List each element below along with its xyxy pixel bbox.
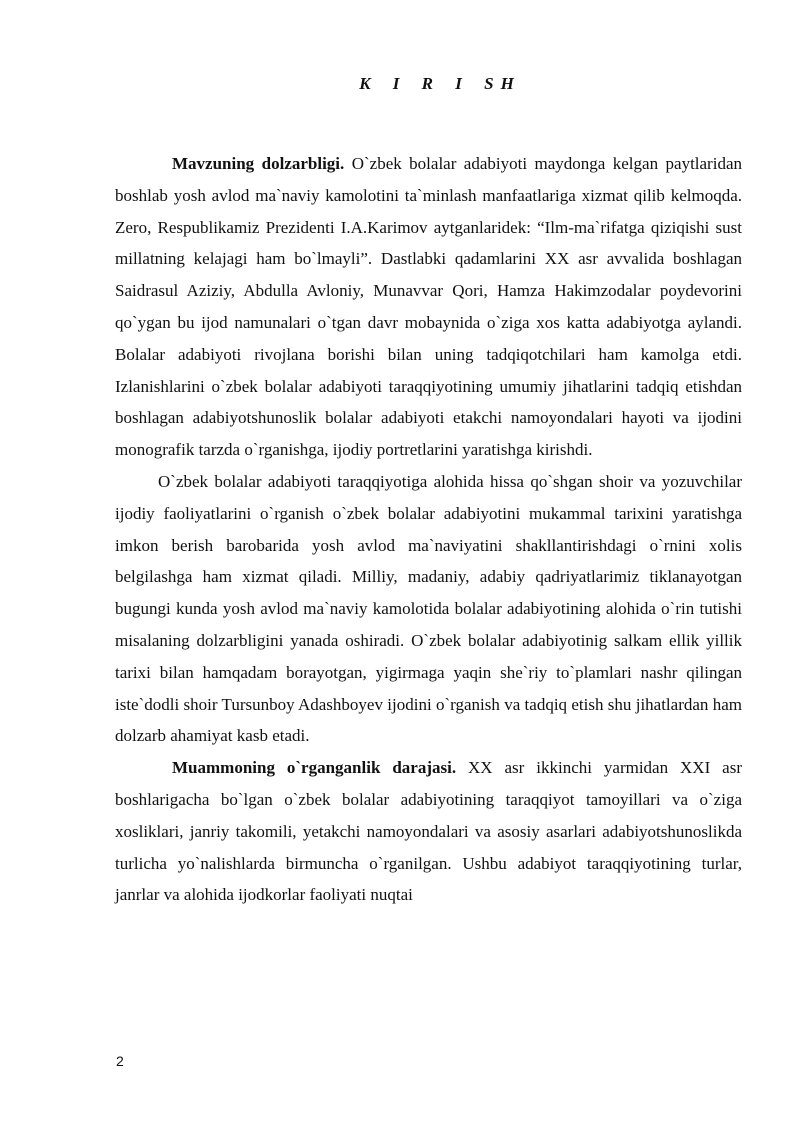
- paragraph-text: O`zbek bolalar adabiyoti taraqqiyotiga alohida hissa qo`shgan shoir va yozuvchilar ijodiy faoliyatlarini o`rganish o`zbek bolalar adabiyotini mukammal tarixini yaratishga imkon berish barobarida yosh avlod ma`naviyatini shakllantirishdagi o`rnini xolis belgilashga ham xizmat qiladi. Milliy, madaniy, adabiy qadriyatlarimiz tiklanayotgan bugungi kunda yosh avlod ma`naviy kamolotida bolalar adabiyotining alohida o`rin tutishi misalaning dolzarbligini yanada oshiradi. O`zbek bolalar adabiyotinig salkam ellik yillik tarixi bilan hamqadam borayotgan, yigirmaga yaqin she`riy to`plamlari nashr qilingan iste`dodli shoir Tursunboy Adashboyev ijodini o`rganish va tadqiq etish shu jihatlardan ham dolzarb ahamiyat kasb etadi.: [115, 471, 742, 746]
- paragraph-study: [115, 466, 742, 752]
- paragraph-relevance: [115, 148, 742, 466]
- paragraph-text: XX asr ikkinchi yarmidan XXI asr boshlarigacha bo`lgan o`zbek bolalar adabiyotining taraqqiyot tamoyillari va o`ziga xosliklari, janriy takomili, yetakchi namoyondalari va asosiy asarlari adabiyotshunoslikda turlicha yo`nalishlarda birmuncha o`rganilgan. Ushbu adabiyot taraqqiyotining turlar, janrlar va alohida ijodkorlar faoliyati nuqtai: [115, 758, 742, 905]
- paragraph-problem-degree: [115, 752, 742, 911]
- body-text: [115, 148, 742, 911]
- paragraph-text: O`zbek bolalar adabiyoti maydonga kelgan paytlaridan boshlab yosh avlod ma`naviy kamolotini ta`minlash manfaatlariga xizmat qilib kelmoqda. Zero, Respublikamiz Prezidenti I.A.Karimov aytganlaridek: “Ilm-ma`rifatga qiziqishi sust millatning kelajagi ham bo`lmayli”. Dastlabki qadamlarini XX asr avvalida boshlagan Saidrasul Aziziy, Abdulla Avloniy, Munavvar Qori, Hamza Hakimzodalar poydevorini qo`ygan bu ijod namunalari o`tgan davr mobaynida o`ziga xos katta adabiyotga aylandi. Bolalar adabiyoti rivojlana borishi bilan uning tadqiqotchilari ham kamolga etdi. Izlanishlarini o`zbek bolalar adabiyoti taraqqiyotining umumiy jihatlarini tadqiq etishdan boshlagan adabiyotshunoslik bolalar adabiyoti etakchi namoyondalari hayoti va ijodini monografik tarzda o`rganishga, ijodiy portretlarini yaratishga kirishdi.: [115, 154, 742, 460]
- paragraph-lead: Mavzuning dolzarbligi.: [172, 154, 345, 173]
- page-title: K I R I SH: [359, 74, 521, 93]
- paragraph-lead: Muammoning o`rganganlik darajasi.: [172, 758, 457, 778]
- page-number: 2: [116, 1053, 124, 1069]
